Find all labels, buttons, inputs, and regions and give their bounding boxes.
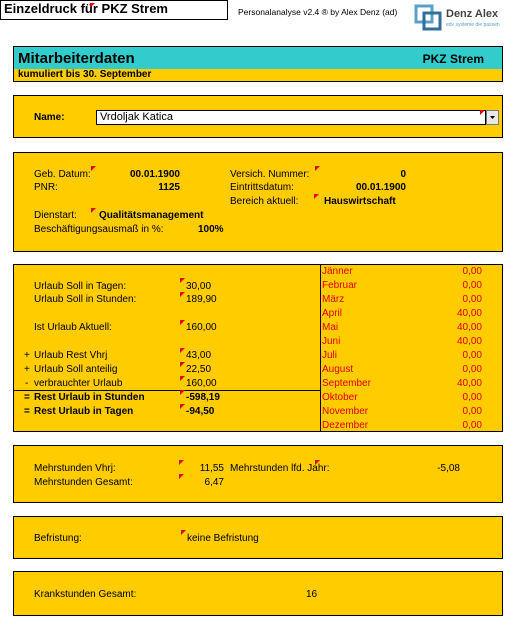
header-title: Mitarbeiterdaten xyxy=(18,50,135,67)
ausmass-label: Beschäftigungsausmaß in %: xyxy=(34,224,164,235)
befristung-value: keine Befristung xyxy=(187,533,259,544)
comment-marker[interactable] xyxy=(315,460,320,465)
soll-tage-label: Urlaub Soll in Tagen: xyxy=(34,281,127,292)
comment-marker[interactable] xyxy=(180,376,185,381)
vers-value: 0 xyxy=(400,169,406,180)
rest-std-label: Rest Urlaub in Stunden xyxy=(34,392,145,403)
mehr-lfd-label: Mehrstunden lfd. Jahr: xyxy=(230,463,330,474)
logo-name: Denz Alex xyxy=(446,8,499,20)
month-value: 0,00 xyxy=(462,350,482,361)
name-select[interactable]: Vrdoljak Katica xyxy=(96,110,486,125)
verbr-sign: - xyxy=(25,378,29,389)
soll-ant-label: Urlaub Soll anteilig xyxy=(34,364,118,375)
month-name: Juni xyxy=(322,336,341,347)
soll-std-value: 189,90 xyxy=(186,294,217,305)
month-name: Mai xyxy=(322,322,339,333)
month-value: 40,00 xyxy=(456,308,482,319)
comment-marker[interactable] xyxy=(180,278,185,283)
rest-vj-value: 43,00 xyxy=(186,350,212,361)
soll-std-label: Urlaub Soll in Stunden: xyxy=(34,294,137,305)
mehr-gesamt-value: 6,47 xyxy=(204,477,224,488)
comment-marker[interactable] xyxy=(180,320,185,325)
krank-label: Krankstunden Gesamt: xyxy=(34,589,137,600)
title-box xyxy=(0,0,228,20)
comment-marker[interactable] xyxy=(180,292,185,297)
vers-label: Versich. Nummer: xyxy=(230,169,310,180)
month-name: Jänner xyxy=(322,266,353,277)
mehr-gesamt-label: Mehrstunden Gesamt: xyxy=(34,477,133,488)
dienst-value: Qualitätsmanagement xyxy=(99,210,204,221)
month-name: Februar xyxy=(322,280,358,291)
month-name: Oktober xyxy=(322,392,358,403)
ausmass-value: 100% xyxy=(198,224,224,235)
soll-ant-sign: + xyxy=(24,364,30,375)
logo-icon xyxy=(414,4,444,32)
header-bar xyxy=(13,46,503,82)
rest-std-sign: = xyxy=(24,392,30,403)
eintritt-label: Eintrittsdatum: xyxy=(230,182,294,193)
pnr-label: PNR: xyxy=(34,182,58,193)
rest-vj-sign: + xyxy=(24,350,30,361)
verbr-label: verbrauchter Urlaub xyxy=(34,378,123,389)
month-value: 0,00 xyxy=(462,280,482,291)
geb-label: Geb. Datum: xyxy=(34,169,91,180)
comment-marker[interactable] xyxy=(91,166,96,171)
comment-marker[interactable] xyxy=(181,530,186,535)
header-subtitle: kumuliert bis 30. September xyxy=(18,69,152,80)
divider xyxy=(14,390,320,391)
befristung-label: Befristung: xyxy=(34,533,82,544)
chevron-down-icon xyxy=(487,111,498,124)
month-value: 0,00 xyxy=(462,392,482,403)
krank-value: 16 xyxy=(306,589,318,600)
rest-std-value: -598,19 xyxy=(186,392,220,403)
comment-marker[interactable] xyxy=(180,362,185,367)
rest-tage-label: Rest Urlaub in Tagen xyxy=(34,406,134,417)
month-name: März xyxy=(322,294,345,305)
name-label: Name: xyxy=(34,112,65,123)
ist-label: Ist Urlaub Aktuell: xyxy=(34,322,112,333)
header-unit: PKZ Strem xyxy=(422,52,484,66)
month-name: September xyxy=(322,378,371,389)
comment-marker[interactable] xyxy=(91,208,96,213)
month-name: April xyxy=(322,308,343,319)
rest-tage-sign: = xyxy=(24,406,30,417)
comment-marker[interactable] xyxy=(180,404,185,409)
rest-tage-value: -94,50 xyxy=(186,406,215,417)
company-logo xyxy=(414,3,510,33)
bereich-label: Bereich aktuell: xyxy=(230,196,299,207)
bereich-value: Hauswirtschaft xyxy=(324,196,396,207)
month-value: 40,00 xyxy=(456,378,482,389)
pnr-value: 1125 xyxy=(158,182,180,193)
rest-vj-label: Urlaub Rest Vhrj xyxy=(34,350,108,361)
month-name: November xyxy=(322,406,369,417)
month-value: 40,00 xyxy=(456,336,482,347)
soll-ant-value: 22,50 xyxy=(186,364,212,375)
month-name: Dezember xyxy=(322,420,369,431)
app-info: Personalanalyse v2.4 ® by Alex Denz (ad) xyxy=(238,7,398,17)
ist-value: 160,00 xyxy=(186,322,217,333)
month-value: 0,00 xyxy=(462,266,482,277)
verbr-value: 160,00 xyxy=(186,378,217,389)
month-value: 40,00 xyxy=(456,322,482,333)
comment-marker[interactable] xyxy=(180,390,185,395)
month-value: 0,00 xyxy=(462,364,482,375)
mehr-vj-value: 11,55 xyxy=(199,463,224,474)
month-value: 0,00 xyxy=(462,406,482,417)
month-value: 0,00 xyxy=(462,420,482,431)
month-value: 0,00 xyxy=(462,294,482,305)
comment-marker[interactable] xyxy=(480,110,485,115)
month-name: Juli xyxy=(322,350,338,361)
geb-value: 00.01.1900 xyxy=(129,169,180,180)
mehr-vj-label: Mehrstunden Vhrj: xyxy=(34,463,116,474)
comment-marker[interactable] xyxy=(180,348,185,353)
name-dropdown-button[interactable] xyxy=(486,110,499,125)
month-name: August xyxy=(322,364,354,375)
mehr-lfd-value: -5,08 xyxy=(437,463,460,474)
logo-tagline: edv systeme die passen xyxy=(446,22,500,28)
page-title: Einzeldruck für PKZ Strem xyxy=(4,1,168,16)
dienst-label: Dienstart: xyxy=(34,210,77,221)
comment-marker[interactable] xyxy=(90,3,95,8)
soll-tage-value: 30,00 xyxy=(186,281,212,292)
eintritt-value: 00.01.1900 xyxy=(355,182,406,193)
comment-marker[interactable] xyxy=(314,194,319,199)
